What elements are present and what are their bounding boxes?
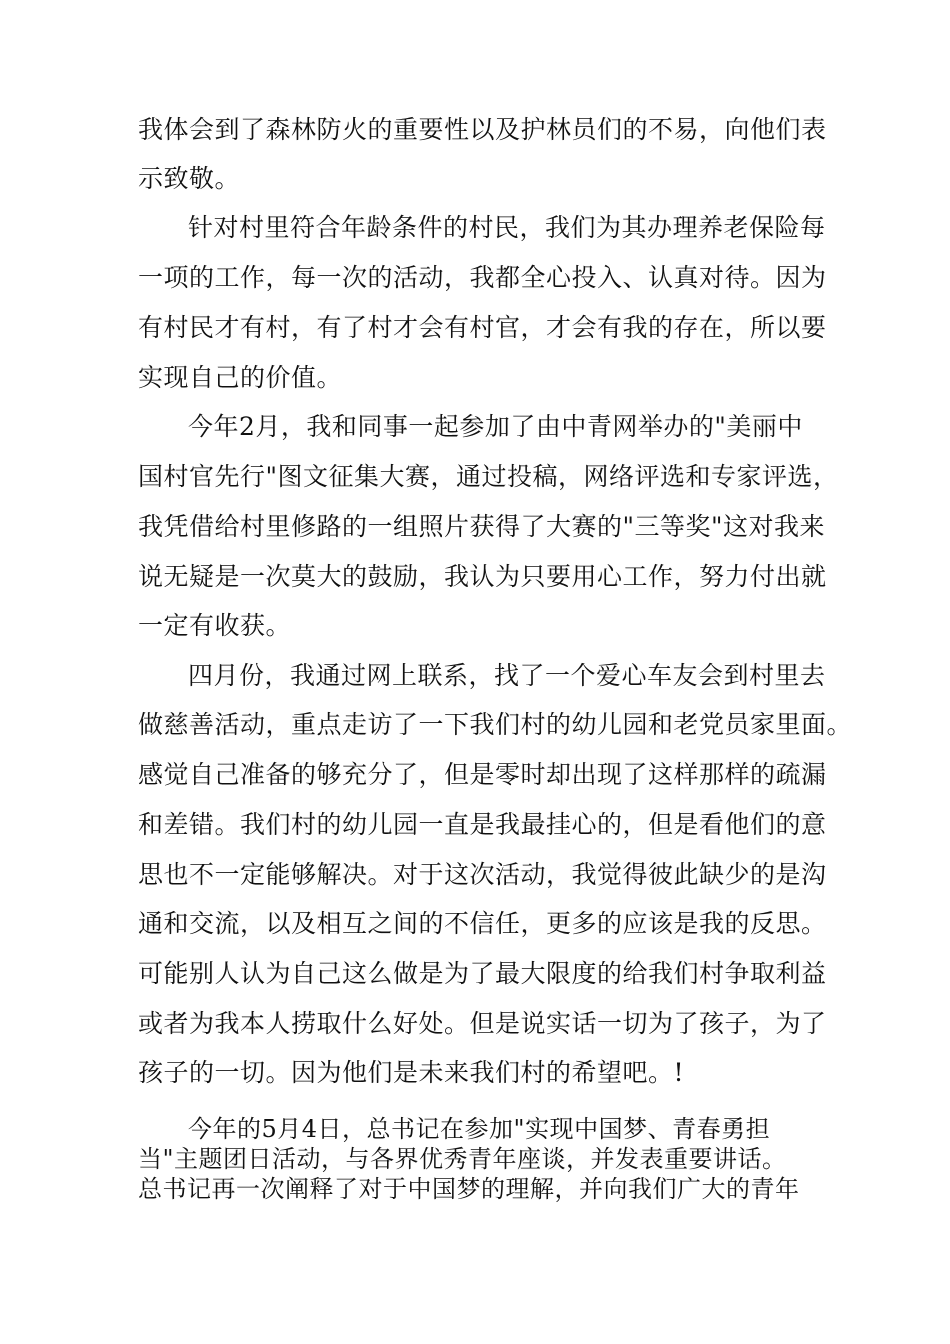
text-line: 做慈善活动，重点走访了一下我们村的幼儿园和老党员家里面。 <box>138 710 853 739</box>
text-line: 当"主题团日活动，与各界优秀青年座谈，并发表重要讲话。 <box>138 1145 787 1173</box>
text-line: 实现自己的价值。 <box>138 363 343 392</box>
text-line: 一项的工作，每一次的活动，我都全心投入、认真对待。因为 <box>138 263 827 292</box>
text-line: 我凭借给村里修路的一组照片获得了大赛的"三等奖"这对我来 <box>138 512 826 541</box>
text-line: 感觉自己准备的够充分了，但是零时却出现了这样那样的疏漏 <box>138 760 827 789</box>
text-line: 孩子的一切。因为他们是未来我们村的希望吧。! <box>138 1058 685 1087</box>
text-line: 示致敬。 <box>138 164 241 193</box>
text-line: 一定有收获。 <box>138 611 292 640</box>
text-line: 我体会到了森林防火的重要性以及护林员们的不易，向他们表 <box>138 115 827 144</box>
text-line: 思也不一定能够解决。对于这次活动，我觉得彼此缺少的是沟 <box>138 860 827 889</box>
text-line: 说无疑是一次莫大的鼓励，我认为只要用心工作，努力付出就 <box>138 562 827 591</box>
paragraph-first-line: 今年的5月4日，总书记在参加"实现中国梦、青春勇担 <box>188 1115 771 1143</box>
text-line: 国村官先行"图文征集大赛，通过投稿，网络评选和专家评选， <box>138 462 839 491</box>
paragraph-first-line: 四月份，我通过网上联系，找了一个爱心车友会到村里去 <box>188 661 826 690</box>
paragraph-first-line: 今年2月，我和同事一起参加了由中青网举办的"美丽中 <box>188 412 803 441</box>
paragraph-first-line: 针对村里符合年龄条件的村民，我们为其办理养老保险每 <box>188 213 826 242</box>
text-line: 或者为我本人捞取什么好处。但是说实话一切为了孩子，为了 <box>138 1009 827 1038</box>
text-line: 总书记再一次阐释了对于中国梦的理解，并向我们广大的青年 <box>138 1175 800 1203</box>
text-line: 有村民才有村，有了村才会有村官，才会有我的存在，所以要 <box>138 313 827 342</box>
text-line: 可能别人认为自己这么做是为了最大限度的给我们村争取利益 <box>138 959 827 988</box>
text-line: 和差错。我们村的幼儿园一直是我最挂心的，但是看他们的意 <box>138 810 827 839</box>
text-line: 通和交流，以及相互之间的不信任，更多的应该是我的反思。 <box>138 909 827 938</box>
